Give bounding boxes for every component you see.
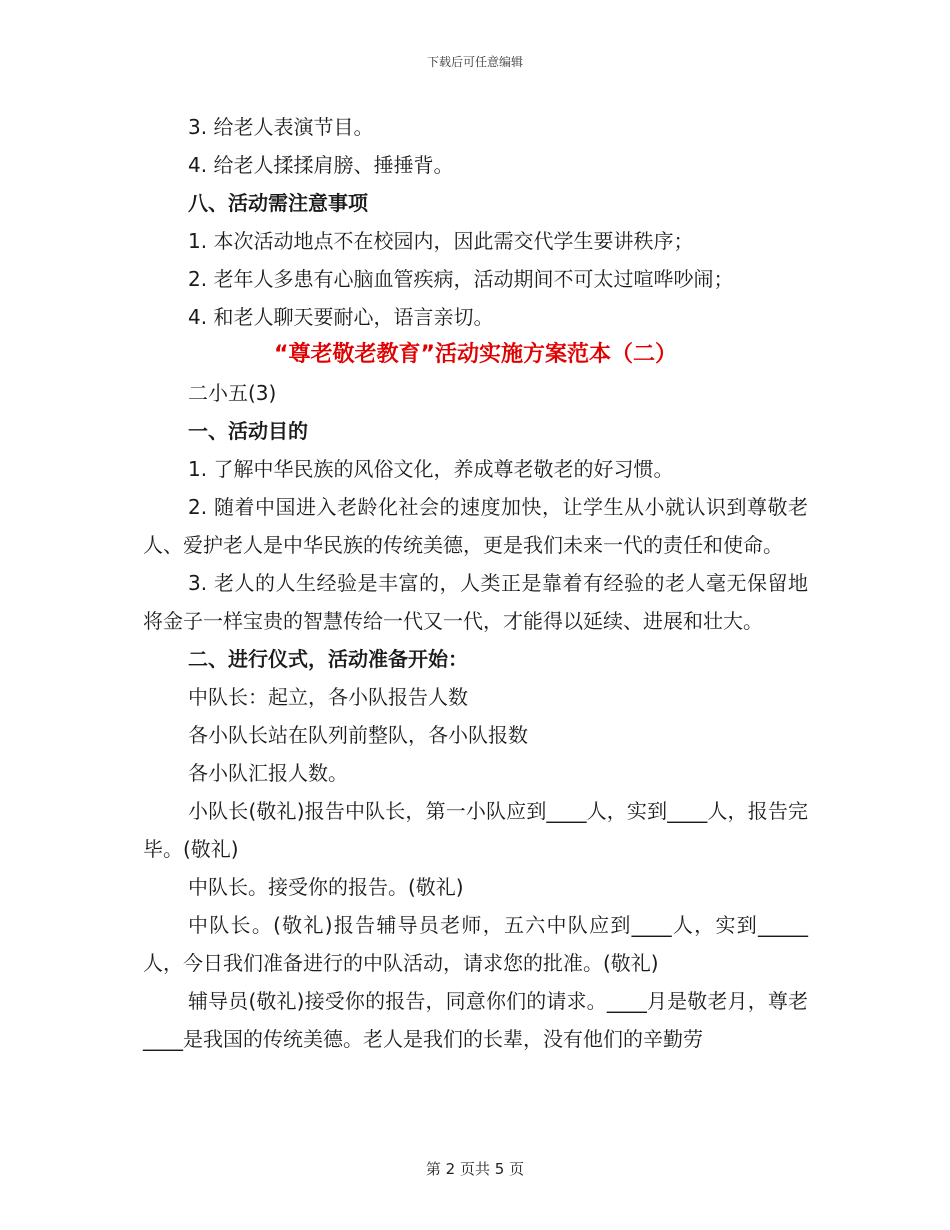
list-item: 3. 给老人表演节目。 [188, 115, 374, 139]
section-heading-8: 八、活动需注意事项 [188, 191, 368, 215]
dialogue-line: 中队长：起立，各小队报告人数 [188, 685, 468, 709]
dialogue-line: 各小队汇报人数。 [188, 761, 348, 785]
section-heading-1: 一、活动目的 [188, 419, 308, 443]
page-footer: 第 2 页共 5 页 [425, 1160, 525, 1178]
list-item: 1. 本次活动地点不在校园内，因此需交代学生要讲秩序； [188, 229, 694, 253]
document-title: “尊老敬老教育”活动实施方案范本（二） [274, 342, 677, 367]
paragraph: 中队长。(敬礼)报告辅导员老师，五六中队应到____人，实到_____人，今日我们准备进行的中队活动，请求您的批准。(敬礼) [143, 913, 808, 975]
class-name: 二小五(3) [188, 381, 277, 405]
document-body [143, 108, 808, 1058]
section-heading-2: 二、进行仪式，活动准备开始： [188, 647, 468, 671]
paragraph: 1. 了解中华民族的风俗文化，养成尊老敬老的好习惯。 [188, 457, 674, 481]
paragraph: 辅导员(敬礼)接受你的报告，同意你们的请求。____月是敬老月，尊老____是我国的传统美德。老人是我们的长辈，没有他们的辛勤劳 [143, 989, 808, 1051]
paragraph: 2. 随着中国进入老龄化社会的速度加快，让学生从小就认识到尊敬老人、爱护老人是中华民族的传统美德，更是我们未来一代的责任和使命。 [143, 495, 808, 557]
dialogue-line: 各小队长站在队列前整队，各小队报数 [188, 723, 528, 747]
list-item: 4. 给老人揉揉肩膀、捶捶背。 [188, 153, 454, 177]
list-item: 2. 老年人多患有心脑血管疾病，活动期间不可太过喧哗吵闹； [188, 267, 734, 291]
page-header: 下载后可任意编辑 [426, 55, 523, 69]
dialogue-line: 中队长。接受你的报告。(敬礼) [188, 875, 464, 899]
paragraph: 小队长(敬礼)报告中队长，第一小队应到____人，实到____人，报告完毕。(敬礼) [143, 799, 808, 861]
paragraph: 3. 老人的人生经验是丰富的，人类正是靠着有经验的老人毫无保留地将金子一样宝贵的智慧传给一代又一代，才能得以延续、进展和壮大。 [143, 571, 808, 633]
list-item: 4. 和老人聊天要耐心，语言亲切。 [188, 305, 494, 329]
